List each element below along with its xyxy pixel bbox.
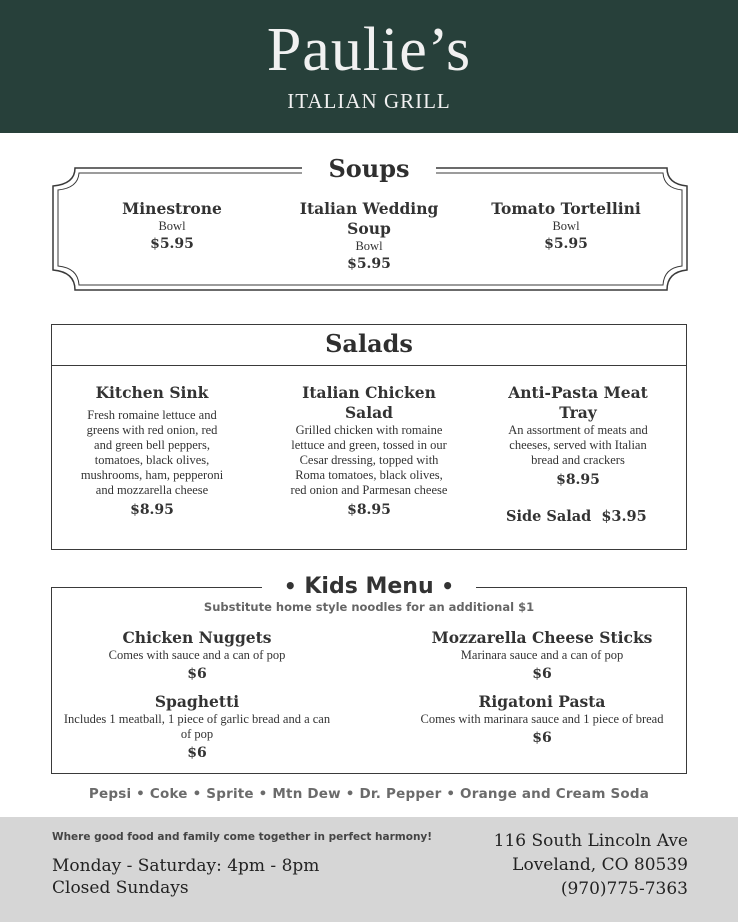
- item-description: Fresh romaine lettuce and greens with red onion, red and green bell peppers, tomatoes, black olives, mushrooms, ham, pepperoni and mozzarella cheese: [80, 408, 224, 497]
- address-block: [494, 829, 688, 901]
- item-note: Bowl: [158, 219, 186, 233]
- item-price: $8.95: [556, 472, 600, 488]
- item-price: $6: [187, 666, 207, 682]
- menu-item: [92, 199, 252, 254]
- menu-item: [82, 628, 312, 684]
- item-name: Italian Wedding Soup: [299, 199, 439, 238]
- item-note: Bowl: [552, 219, 580, 233]
- item-name: Rigatoni Pasta: [478, 692, 606, 711]
- item-description: Comes with marinara sauce and 1 piece of bread: [420, 712, 664, 726]
- menu-item: [62, 692, 332, 763]
- item-description: An assortment of meats and cheeses, served with Italian bread and crackers: [508, 423, 648, 467]
- menu-item: [289, 199, 449, 274]
- restaurant-subtitle: ITALIAN GRILL: [287, 89, 451, 113]
- item-name: Mozzarella Cheese Sticks: [431, 628, 653, 647]
- tagline: Where good food and family come together in perfect harmony!: [52, 831, 433, 843]
- menu-item: [288, 383, 450, 520]
- item-description: Comes with sauce and a can of pop: [108, 648, 286, 662]
- item-name: Chicken Nuggets: [122, 628, 272, 647]
- item-price: $6: [187, 745, 207, 761]
- side-salad-name: Side Salad: [506, 508, 592, 525]
- bullet-icon: •: [441, 574, 455, 598]
- menu-item: [76, 383, 228, 520]
- bullet-icon: •: [283, 574, 297, 598]
- restaurant-name: Paulie’s: [266, 16, 472, 84]
- kids-title-text: Kids Menu: [304, 574, 434, 599]
- item-name: Kitchen Sink: [95, 383, 209, 402]
- menu-item: [476, 199, 656, 254]
- business-hours: [52, 855, 319, 899]
- side-salad: [506, 508, 666, 525]
- item-price: $5.95: [544, 236, 588, 252]
- street-address: 116 South Lincoln Ave: [493, 831, 688, 851]
- item-description: Includes 1 meatball, 1 piece of garlic bread and a can of pop: [63, 712, 331, 741]
- item-name: Spaghetti: [154, 692, 240, 711]
- item-price: $5.95: [150, 236, 194, 252]
- item-name: Italian Chicken Salad: [302, 383, 436, 422]
- phone-number: (970)775-7363: [560, 879, 688, 899]
- item-description: Grilled chicken with romaine lettuce and green, tossed in our Cesar dressing, topped with Roma tomatoes, black olives, red onion and Parmesan cheese: [290, 423, 448, 497]
- side-salad-price: $3.95: [601, 508, 647, 525]
- item-price: $6: [532, 666, 552, 682]
- city-state-zip: Loveland, CO 80539: [512, 855, 688, 875]
- menu-item: [504, 383, 652, 490]
- item-price: $5.95: [347, 256, 391, 272]
- kids-title: [262, 570, 476, 602]
- item-note: Bowl: [355, 239, 383, 253]
- item-description: Marinara sauce and a can of pop: [460, 648, 624, 662]
- item-name: Tomato Tortellini: [491, 199, 641, 218]
- hours-line: Monday - Saturday: 4pm - 8pm: [52, 856, 320, 876]
- soups-title: Soups: [302, 152, 436, 186]
- item-name: Minestrone: [122, 199, 222, 218]
- footer: [0, 817, 738, 922]
- item-price: $8.95: [130, 502, 174, 518]
- drinks-list: Pepsi • Coke • Sprite • Mtn Dew • Dr. Pepper • Orange and Cream Soda: [88, 786, 650, 802]
- salads-title: Salads: [325, 329, 413, 358]
- item-price: $6: [532, 730, 552, 746]
- menu-item: [402, 692, 682, 748]
- item-name: Anti-Pasta Meat Tray: [508, 383, 648, 422]
- item-price: $8.95: [347, 502, 391, 518]
- menu-item: [412, 628, 672, 684]
- hours-line: Closed Sundays: [52, 878, 189, 898]
- kids-subtitle: Substitute home style noodles for an additional $1: [203, 600, 535, 614]
